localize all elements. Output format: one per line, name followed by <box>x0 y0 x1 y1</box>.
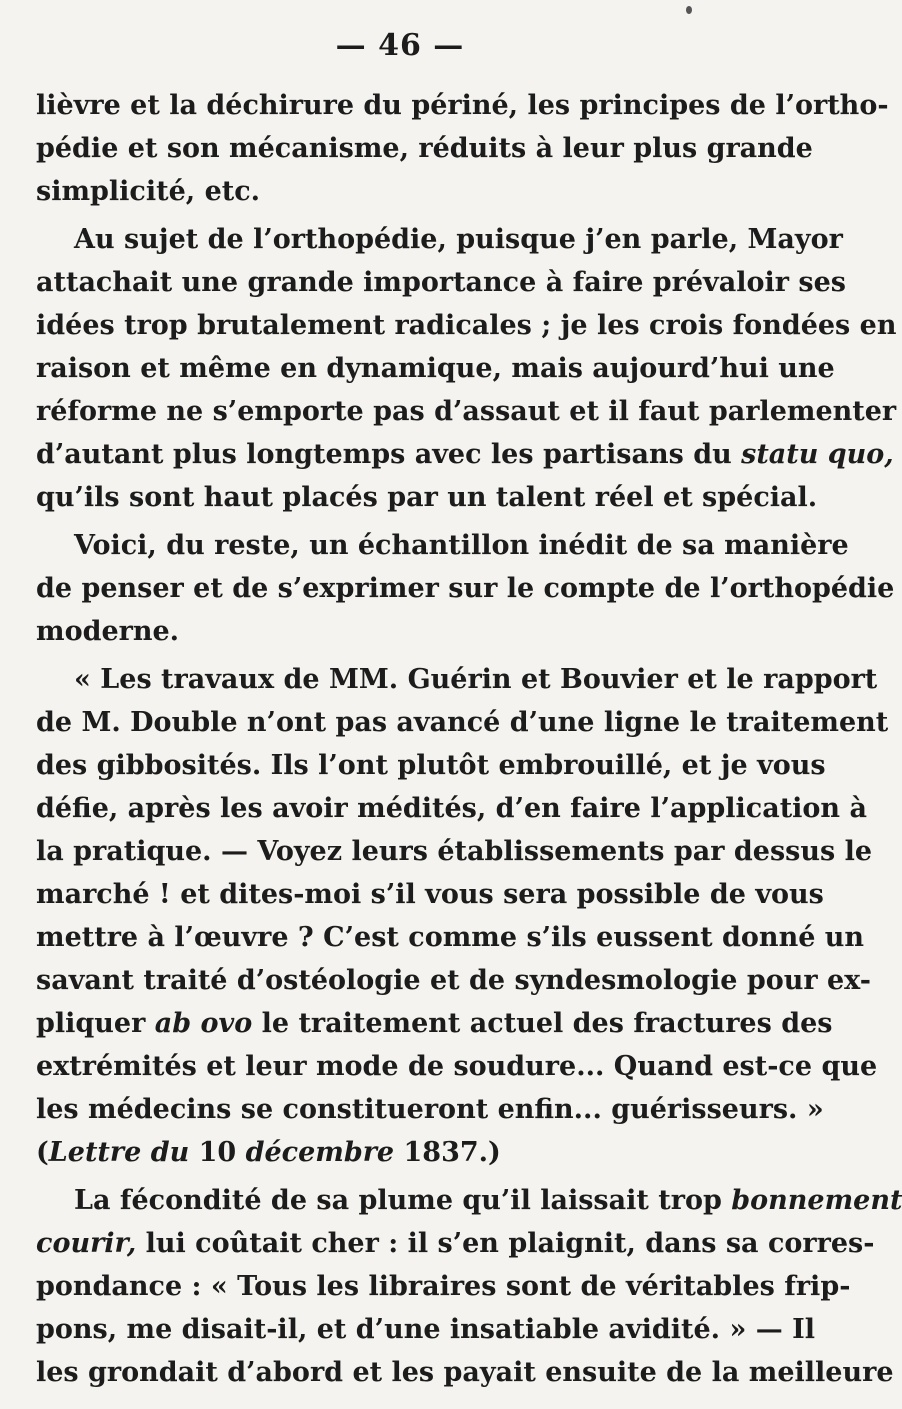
ink-speck <box>686 6 692 14</box>
text-segment: moderne. <box>36 616 180 647</box>
text-segment: de M. Double n’ont pas avancé d’une ligne le traitement <box>36 707 889 738</box>
text-line <box>36 1222 875 1265</box>
text-segment: marché ! et dites-moi s’il vous sera possible de vous <box>36 879 824 910</box>
text-segment: lui coûtait cher : il s’en plaignit, dans sa corres- <box>136 1228 875 1259</box>
text-line <box>36 261 846 304</box>
text-segment: simplicité, etc. <box>36 176 261 207</box>
text-line <box>36 524 849 567</box>
text-line <box>36 873 824 916</box>
text-line <box>36 1351 894 1394</box>
text-segment: 10 <box>189 1137 246 1168</box>
text-segment: des gibbosités. Ils l’ont plutôt embrouillé, et je vous <box>36 750 826 781</box>
text-segment: La fécondité de sa plume qu’il laissait trop <box>74 1185 732 1216</box>
text-segment: Au sujet de l’orthopédie, puisque j’en parle, Mayor <box>74 224 843 255</box>
text-segment: Voici, du reste, un échantillon inédit de sa manière <box>74 530 849 561</box>
text-line <box>36 787 867 830</box>
text-line <box>36 476 818 519</box>
text-line <box>36 1179 902 1222</box>
italic-text: statu quo, <box>741 439 894 470</box>
text-line <box>36 1002 833 1045</box>
page-number: — 46 — <box>335 28 465 63</box>
text-segment: défie, après les avoir médités, d’en faire l’application à <box>36 793 867 824</box>
text-segment: extrémités et leur mode de soudure... Quand est-ce que <box>36 1051 878 1082</box>
italic-text: décembre <box>245 1137 395 1168</box>
text-line <box>36 701 889 744</box>
text-segment: lièvre et la déchirure du périné, les principes de l’ortho- <box>36 90 889 121</box>
body-text <box>36 84 902 1394</box>
text-line <box>36 1088 824 1131</box>
text-line <box>36 1308 816 1351</box>
text-line <box>36 390 897 433</box>
text-line <box>36 1131 764 1174</box>
text-segment: le traitement actuel des fractures des <box>252 1008 833 1039</box>
text-segment: attachait une grande importance à faire prévaloir ses <box>36 267 846 298</box>
text-segment: mettre à l’œuvre ? C’est comme s’ils eussent donné un <box>36 922 865 953</box>
italic-text: ab ovo <box>154 1008 253 1039</box>
text-line <box>36 658 878 701</box>
text-segment: idées trop brutalement radicales ; je les crois fondées en <box>36 310 897 341</box>
text-segment: qu’ils sont haut placés par un talent réel et spécial. <box>36 482 818 513</box>
text-segment: les médecins se constitueront enfin... guérisseurs. » <box>36 1094 824 1125</box>
text-line <box>36 916 865 959</box>
italic-text: bonnement <box>731 1185 902 1216</box>
text-segment: ( <box>36 1137 49 1168</box>
text-line <box>36 304 897 347</box>
text-segment: d’autant plus longtemps avec les partisans du <box>36 439 742 470</box>
italic-text: Lettre du <box>48 1137 190 1168</box>
text-line <box>36 1265 851 1308</box>
text-line <box>36 1045 878 1088</box>
text-segment: pons, me disait-il, et d’une insatiable avidité. » — Il <box>36 1314 816 1345</box>
text-segment: pliquer <box>36 1008 155 1039</box>
italic-text: courir, <box>36 1228 137 1259</box>
text-segment: pondance : « Tous les libraires sont de véritables frip- <box>36 1271 851 1302</box>
text-segment: les grondait d’abord et les payait ensuite de la meilleure <box>36 1357 894 1388</box>
text-segment: « Les travaux de MM. Guérin et Bouvier et le rapport <box>74 664 878 695</box>
text-line <box>36 830 873 873</box>
text-line <box>36 84 889 127</box>
text-line <box>36 567 895 610</box>
text-segment: raison et même en dynamique, mais aujourd’hui une <box>36 353 835 384</box>
text-segment: savant traité d’ostéologie et de syndesmologie pour ex- <box>36 965 871 996</box>
text-segment: réforme ne s’emporte pas d’assaut et il faut parlementer <box>36 396 897 427</box>
text-segment: 1837.) <box>394 1137 501 1168</box>
text-segment: pédie et son mécanisme, réduits à leur plus grande <box>36 133 813 164</box>
text-line <box>36 610 764 653</box>
text-line <box>36 170 764 213</box>
text-line <box>36 959 871 1002</box>
text-line <box>36 127 813 170</box>
text-segment: de penser et de s’exprimer sur le compte de l’orthopédie <box>36 573 895 604</box>
text-line <box>36 347 835 390</box>
text-line <box>36 433 894 476</box>
text-line <box>36 744 826 787</box>
text-line <box>36 218 843 261</box>
text-segment: la pratique. — Voyez leurs établissements par dessus le <box>36 836 873 867</box>
